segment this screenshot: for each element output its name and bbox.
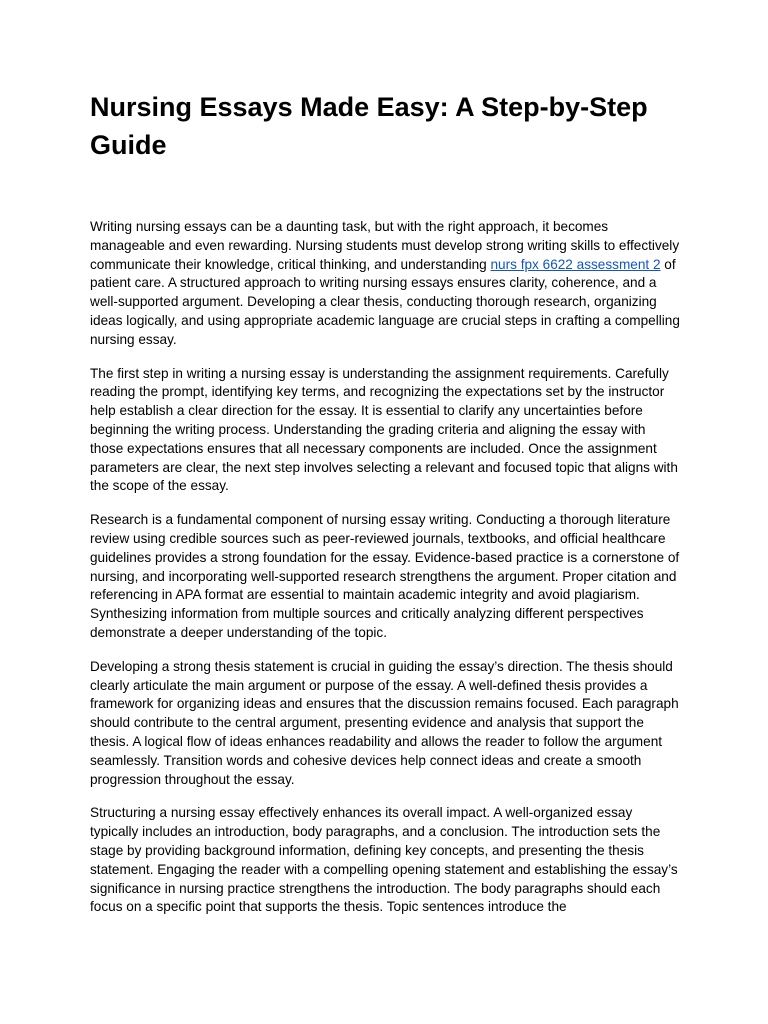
document-title: Nursing Essays Made Easy: A Step-by-Step Guide	[90, 92, 648, 160]
document-body	[90, 218, 680, 917]
paragraph-research: Research is a fundamental component of nursing essay writing. Conducting a thorough literature review using credible sources such as peer-reviewed journals, textbooks, and official healthcare guidelines provides a strong foundation for the essay. Evidence-based practice is a cornerstone of nursing, and incorporating well-supported research strengthens the argument. Proper citation and referencing in APA format are essential to maintain academic integrity and avoid plagiarism. Synthesizing information from multiple sources and critically analyzing different perspectives demonstrate a deeper understanding of the topic.	[90, 512, 680, 640]
paragraph-assignment-requirements: The first step in writing a nursing essay is understanding the assignment requirements. Carefully reading the prompt, identifying key terms, and recognizing the expectations set by the instructor help establish a clear direction for the essay. It is essential to clarify any uncertainties before beginning the writing process. Understanding the grading criteria and aligning the essay with those expectations ensures that all necessary components are included. Once the assignment parameters are clear, the next step involves selecting a relevant and focused topic that aligns with the scope of the essay.	[90, 365, 678, 494]
document-page	[90, 88, 680, 932]
nurs-fpx-6622-link[interactable]: nurs fpx 6622 assessment 2	[490, 256, 661, 272]
paragraph-structure: Structuring a nursing essay effectively enhances its overall impact. A well-organized essay typically includes an introduction, body paragraphs, and a conclusion. The introduction sets the stage by providing background information, defining key concepts, and presenting the thesis statement. Engaging the reader with a compelling opening statement and establishing the essay’s significance in nursing practice strengthens the introduction. The body paragraphs should each focus on a specific point that supports the thesis. Topic sentences introduce the	[90, 805, 678, 915]
paragraph-intro-text-after: of patient care. A structured approach to writing nursing essays ensures clarity, coherence, and a well-supported argument. Developing a clear thesis, conducting thorough research, organizing ideas logically, and using appropriate academic language are crucial steps in crafting a compelling nursing essay.	[90, 256, 680, 347]
paragraph-intro-text-before: Writing nursing essays can be a daunting task, but with the right approach, it becomes manageable and even rewarding. Nursing students must develop strong writing skills to effectively communicate their knowledge, critical thinking, and understanding	[90, 219, 680, 272]
paragraph-intro	[90, 218, 680, 350]
paragraph-thesis: Developing a strong thesis statement is crucial in guiding the essay’s direction. The thesis should clearly articulate the main argument or purpose of the essay. A well-defined thesis provides a framework for organizing ideas and ensures that the discussion remains focused. Each paragraph should contribute to the central argument, presenting evidence and analysis that support the thesis. A logical flow of ideas enhances readability and allows the reader to follow the argument seamlessly. Transition words and cohesive devices help connect ideas and create a smooth progression throughout the essay.	[90, 658, 679, 787]
